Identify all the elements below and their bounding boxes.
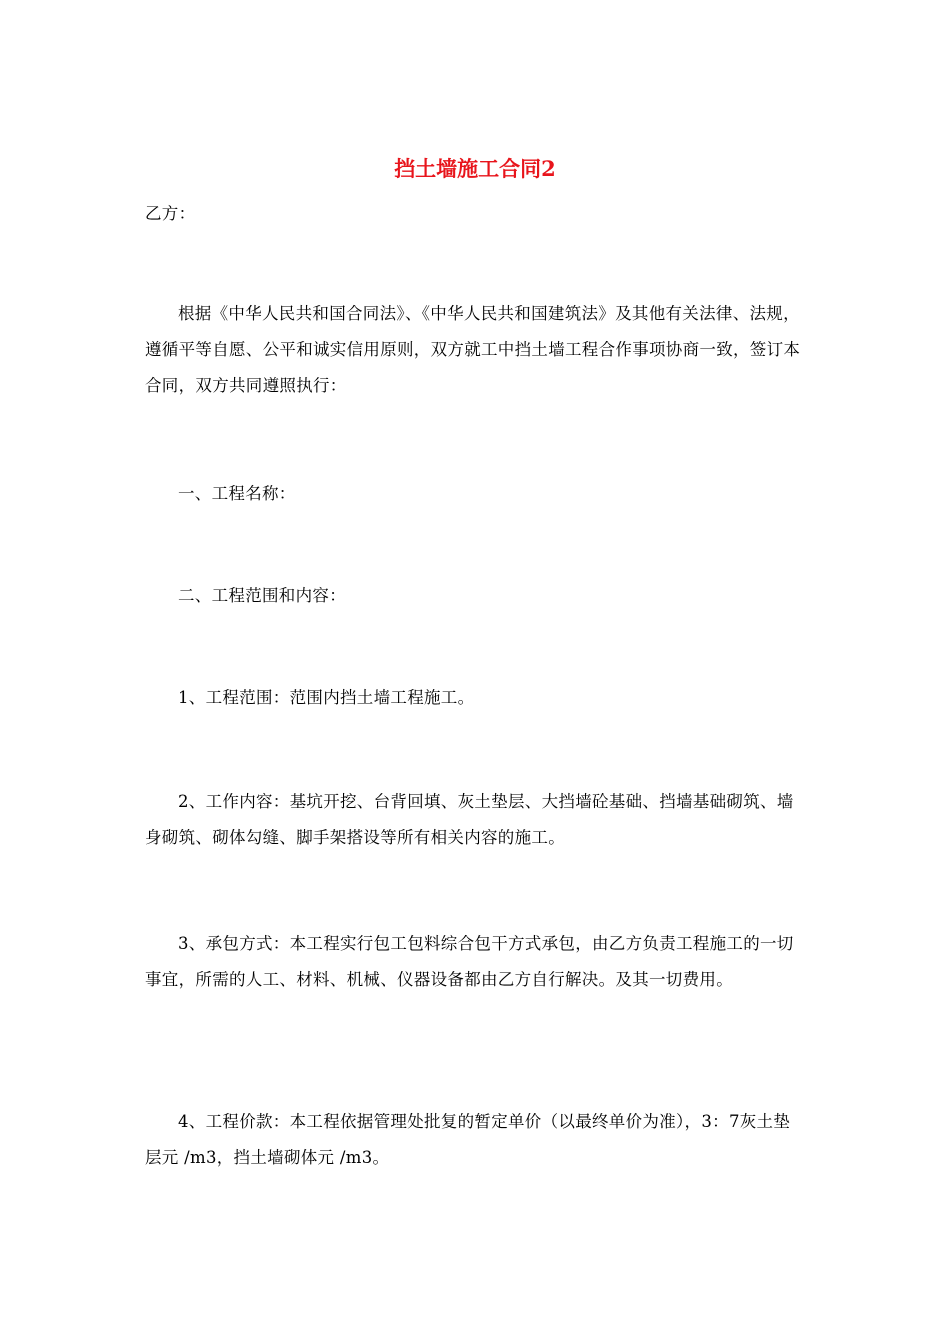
item-contract-method: 3、承包方式：本工程实行包工包料综合包干方式承包，由乙方负责工程施工的一切事宜，所需的人工、材料、机械、仪器设备都由乙方自行解决。及其一切费用。 — [145, 934, 794, 989]
item-work-content: 2、工作内容：基坑开挖、台背回填、灰土垫层、大挡墙砼基础、挡墙基础砌筑、墙身砌筑、砌体勾缝、脚手架搭设等所有相关内容的施工。 — [145, 792, 794, 847]
section-project-name: 一、工程名称： — [178, 484, 296, 503]
intro-paragraph: 根据《中华人民共和国合同法》、《中华人民共和国建筑法》及其他有关法律、法规，遵循平等自愿、公平和诚实信用原则，双方就工中挡土墙工程合作事项协商一致，签订本合同，双方共同遵照执行： — [145, 304, 801, 395]
document-title: 挡土墙施工合同2 — [394, 156, 556, 181]
party-b-label: 乙方： — [145, 204, 196, 223]
item-project-range: 1、工程范围：范围内挡土墙工程施工。 — [178, 688, 475, 707]
item-project-price: 4、工程价款：本工程依据管理处批复的暂定单价（以最终单价为准），3：7灰土垫层元 /m3，挡土墙砌体元 /m3。 — [145, 1112, 791, 1167]
section-project-scope: 二、工程范围和内容： — [178, 586, 346, 605]
